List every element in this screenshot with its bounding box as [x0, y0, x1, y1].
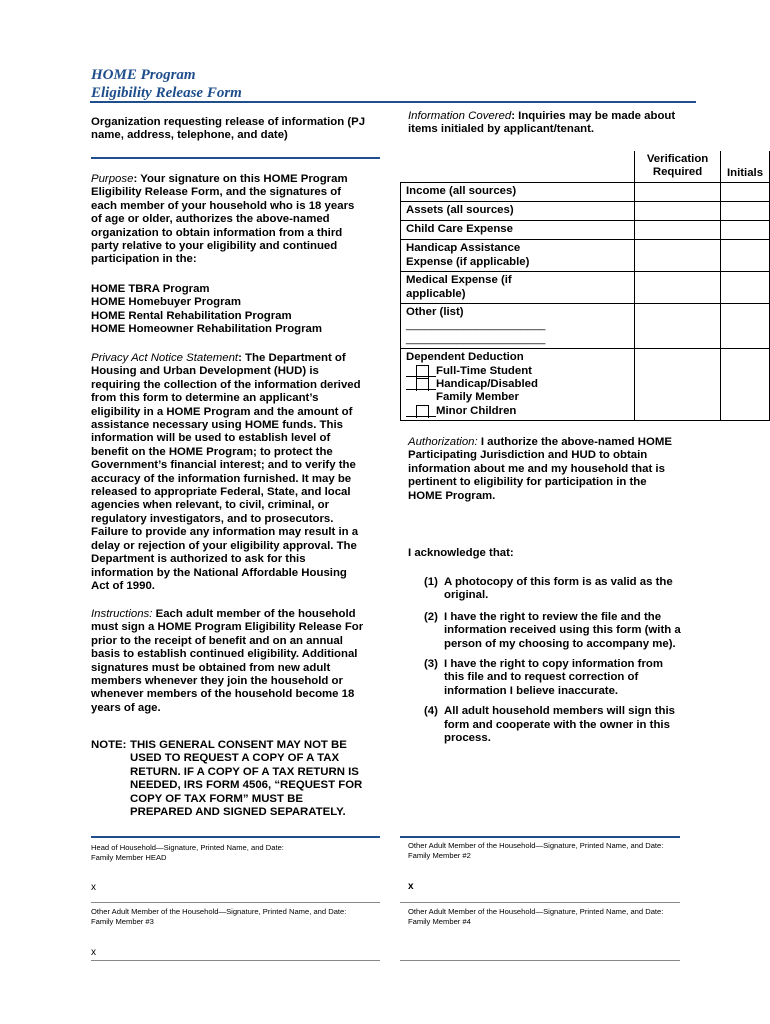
member2-signature-line[interactable] [400, 902, 680, 903]
member3-signature-line[interactable] [91, 960, 380, 961]
member4-signature-line[interactable] [400, 960, 680, 961]
head-signature-label: Head of Household—Signature, Printed Name, and Date: Family Member HEAD [91, 843, 284, 862]
authorization-section [408, 436, 683, 503]
program-item: HOME TBRA Program [91, 283, 210, 295]
info-covered: Information Covered: Inquiries may be made about items initialed by applicant/tenant. [408, 110, 676, 136]
verification-cell[interactable] [635, 221, 721, 240]
initials-cell[interactable] [721, 349, 770, 421]
signature-divider-left [91, 836, 380, 838]
other-line-1[interactable]: ______________________ [406, 319, 546, 332]
row-assets: Assets (all sources) [401, 202, 635, 221]
row-handicap: Handicap Assistance Expense (if applicable) [401, 240, 635, 272]
checkbox[interactable] [406, 405, 436, 418]
program-item: HOME Homeowner Rehabilitation Program [91, 323, 323, 336]
ack-item: (3) I have the right to copy information from this file and to request correction of information I believe inaccurate. [424, 658, 663, 697]
initials-cell[interactable] [721, 183, 770, 202]
instructions-section [91, 608, 366, 715]
info-covered-text: Inquiries may be made about items initialed by applicant/tenant. [408, 110, 676, 136]
member3-signature-label: Other Adult Member of the Household—Signature, Printed Name, and Date: Family Member #3 [91, 907, 347, 926]
row-income: Income (all sources) [401, 183, 635, 202]
other-line-2[interactable]: ______________________ [406, 332, 546, 345]
dependent-item: Handicap/Disabled Family Member [406, 378, 629, 405]
ack-item: (4) All adult household members will sign this form and cooperate with the owner in this process. [424, 705, 676, 745]
purpose-label: Purpose [91, 173, 134, 185]
title-line-2: Eligibility Release Form [91, 85, 242, 101]
member2-signature-label: Other Adult Member of the Household—Signature, Printed Name, and Date: Family Member #2 [408, 841, 664, 860]
initials-cell[interactable] [721, 304, 770, 349]
privacy-label: Privacy Act Notice Statement [91, 352, 239, 364]
ack-item: (2) I have the right to review the file and the information received using this form (with a person of my choosing to accompany me). [424, 610, 681, 650]
note-section [91, 739, 366, 819]
verification-cell[interactable] [635, 304, 721, 349]
program-item: HOME Homebuyer Program [91, 296, 242, 309]
privacy-section: Privacy Act Notice Statement: The Department of Housing and Urban Development (HUD) is requiring the collection of the information derived from this form to determine an applicant’s eligibility in a HOME Program and the amount of assistance necessary using HOME funds. This information will be used to establish level of benefit on the HOME Program; to protect the Government’s financial interest; and to verify the accuracy of the information furnished. It may be released to appropriate Federal, State, and local agencies when relevant, to civil, criminal, or regulatory investigators, and to prosecutors. Failure to provide any information may result in a delay or rejection of your eligibility approval. The Department is authorized to ask for this information by the National Affordable Housing Act of 1990. [91, 352, 361, 592]
dependent-item: Full-Time Student [406, 365, 629, 378]
member4-signature-label: Other Adult Member of the Household—Signature, Printed Name, and Date: Family Member #4 [408, 907, 664, 926]
organization-line[interactable] [91, 157, 380, 159]
checkbox[interactable] [406, 365, 436, 378]
row-dependent [401, 349, 635, 421]
dependent-label: Dependent Deduction [406, 351, 524, 364]
instructions-label: Instructions: [91, 608, 153, 620]
verification-cell[interactable] [635, 272, 721, 304]
form-title [91, 66, 242, 102]
note-lead: NOTE: [91, 739, 127, 751]
note-text: THIS GENERAL CONSENT MAY NOT BE USED TO REQUEST A COPY OF A TAX RETURN. IF A COPY OF A TAX RETURN IS NEEDED, IRS FORM 4506, “REQUEST FOR COPY OF TAX FORM” MUST BE PREPARED AND SIGNED SEPARATELY. [130, 739, 363, 819]
info-covered-label: Information Covered [408, 110, 512, 122]
initials-cell[interactable] [721, 221, 770, 240]
verification-cell[interactable] [635, 183, 721, 202]
member3-signature-x[interactable]: x [91, 947, 96, 958]
authorization-text: I authorize the above-named HOME Participating Jurisdiction and HUD to obtain information about me and my household that is pertinent to eligibility for participation in the HOME Program. [408, 436, 672, 502]
initials-cell[interactable] [721, 240, 770, 272]
signature-divider-right [400, 836, 680, 838]
dependent-item: Minor Children [406, 405, 629, 418]
checkbox[interactable] [406, 378, 436, 391]
authorization-label: Authorization: [408, 436, 478, 448]
other-label: Other (list) [406, 306, 464, 319]
col-verification: Verification Required [635, 151, 721, 183]
program-list [91, 283, 366, 337]
purpose-text: Your signature on this HOME Program Eligibility Release Form, and the signatures of each member of your household who is 18 years of age or older, authorizes the above-named organization to obtain information from a third party relative to your eligibility and continued participation in the: [91, 173, 355, 266]
member2-signature-x[interactable]: x [408, 881, 414, 892]
initials-cell[interactable] [721, 272, 770, 304]
acknowledgement-list [424, 576, 686, 745]
head-signature-x[interactable]: x [91, 882, 96, 893]
verification-cell[interactable] [635, 240, 721, 272]
initials-cell[interactable] [721, 202, 770, 221]
verification-cell[interactable] [635, 349, 721, 421]
verification-cell[interactable] [635, 202, 721, 221]
ack-item: (1) A photocopy of this form is as valid as the original. [424, 576, 673, 602]
head-signature-line[interactable] [91, 902, 380, 903]
instructions-text: Each adult member of the household must sign a HOME Program Eligibility Release For prior to the receipt of benefit and on an annual basis to establish continued eligibility. Additional signatures must be obtained from new adult members whenever they join the household or whenever members of the household become 18 years of age. [91, 608, 364, 714]
verification-table [400, 151, 770, 421]
row-child-care: Child Care Expense [401, 221, 635, 240]
col-initials: Initials [721, 151, 770, 183]
title-line-1: HOME Program [91, 67, 196, 83]
organization-label: Organization requesting release of information (PJ name, address, telephone, and date) [91, 116, 366, 142]
program-item: HOME Rental Rehabilitation Program [91, 309, 292, 322]
purpose-section: Purpose: Your signature on this HOME Program Eligibility Release Form, and the signatures of each member of your household who is 18 years of age or older, authorizes the above-named organization to obtain information from a third party relative to your eligibility and continued participation in the: [91, 173, 355, 266]
title-divider [90, 101, 696, 103]
row-medical: Medical Expense (if applicable) [401, 272, 635, 304]
privacy-text: The Department of Housing and Urban Development (HUD) is requiring the collection of the information derived from this form to determine an applicant’s eligibility in a HOME Program and the amount of assistance necessary using HOME funds. This information will be used to establish level of benefit on the HOME Program; to protect the Government’s financial interest; and to verify the accuracy of the information furnished. It may be released to appropriate Federal, State, and local agencies when relevant, to civil, criminal, or regulatory investigators, and to prosecutors. Failure to provide any information may result in a delay or rejection of your eligibility approval. The Department is authorized to ask for this information by the National Affordable Housing Act of 1990. [91, 352, 361, 592]
row-other [401, 304, 635, 349]
acknowledge-lead: I acknowledge that: [408, 547, 514, 559]
